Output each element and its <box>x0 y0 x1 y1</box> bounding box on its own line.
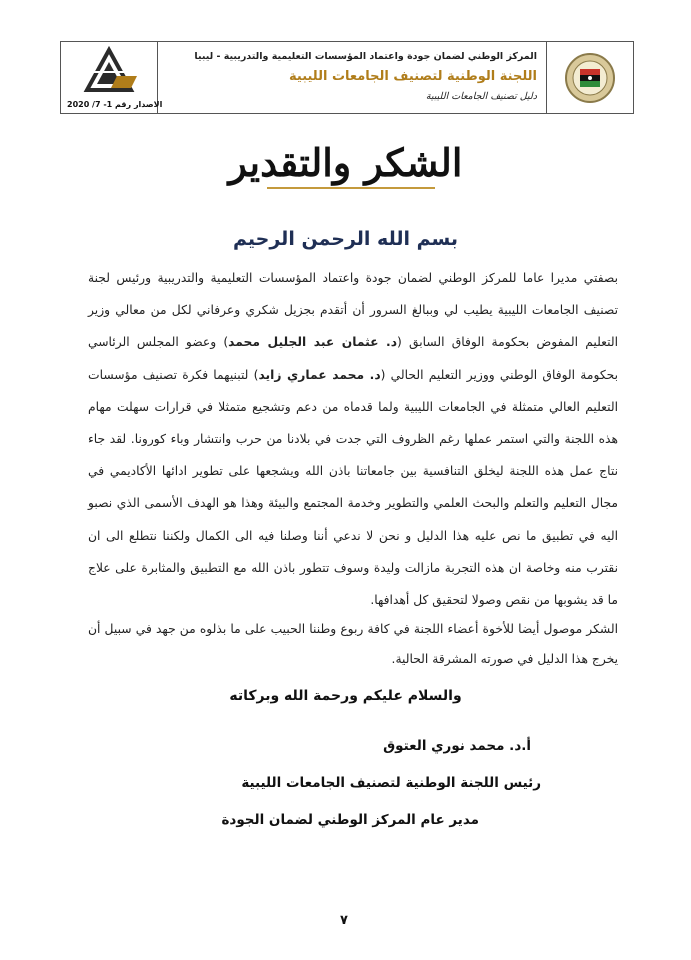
closing-greeting: والسلام عليكم ورحمة الله وبركاته <box>229 688 462 704</box>
paragraph-text: ) وعضو المجلس الرئاسي بحكومة الوفاق الوطني ووزير التعليم الحالي ( <box>88 335 618 382</box>
committee-name: اللجنة الوطنية لتصنيف الجامعات الليبية <box>289 69 537 84</box>
acknowledgement-paragraph <box>88 262 618 616</box>
issue-number: الاصدار رقم 1- 7/ 2020 <box>67 100 163 109</box>
page-title: الشكر والتقدير <box>228 140 463 185</box>
title-underline <box>267 187 435 189</box>
emblem-logo <box>546 42 633 113</box>
basmala: بسم الله الرحمن الرحيم <box>233 228 458 250</box>
page-number: ٧ <box>340 913 348 928</box>
council-member-name: د. محمد عماري زايد <box>258 367 381 382</box>
signatory-name: أ.د. محمد نوري العتوق <box>383 738 531 754</box>
paragraph-text: بصفتي مديرا عاما للمركز الوطني لضمان جودة واعتماد المؤسسات التعليمية والتدريبية ورئيس لجنة تصنيف الجامعات الليبية يطيب لي وببالغ السرور أن أتقدم بجزيل شكري وعرفاني لكل من معالي وزير التعليم المفوض بحكومة الوفاق السابق ( <box>88 271 618 350</box>
center-name: المركز الوطني لضمان جودة واعتماد المؤسسات التعليمية والتدريبية - ليبيا <box>194 51 537 62</box>
header-text <box>157 42 547 113</box>
signatory-role-committee: رئيس اللجنة الوطنية لتصنيف الجامعات الليبية <box>241 775 541 791</box>
libya-emblem-icon <box>547 42 633 113</box>
paragraph-text: ) لتبنيهما فكرة تصنيف مؤسسات التعليم العالي متمثلة في الجامعات الليبية ولما قدماه من دعم وتشجيع متمثلا في قرارات سهلت مهام هذه اللجنة والتي استمر عملها رغم الظروف التي جدت في بلادنا من حرب وانتشار وباء كورونا. لقد جاء نتاج عمل هذه اللجنة ليخلق التنافسية بين جامعاتنا باذن الله ويشجعها على تطوير ادائها الأكاديمي في مجال التعليم والتعلم والبحث العلمي والتطوير وخدمة المجتمع والبيئة وهذا هو الهدف الأسمى الذي نصبو اليه في تطبيق ما نص عليه هذا الدليل و نحن لا ندعي أننا وصلنا فيه الى الكمال ولكننا نتطلع الى ان نقترب منه وخاصة ان هذه التجربة مازالت وليدة وسوف تتطور باذن الله مع التطبيق والمثابرة على علاج ما قد يشوبها من نقص وصولا لتحقيق كل أهدافها. <box>88 367 618 608</box>
document-header <box>60 41 634 114</box>
center-logo <box>61 42 163 113</box>
guide-name: دليل تصنيف الجامعات الليبية <box>425 91 537 102</box>
signatory-role-center: مدير عام المركز الوطني لضمان الجودة <box>221 812 479 828</box>
minister-name: د. عثمان عبد الجليل محمد <box>228 335 398 350</box>
committee-thanks-paragraph: الشكر موصول أيضا للأخوة أعضاء اللجنة في كافة ربوع وطننا الحبيب على ما بذلوه من جهد في سبيل أن يخرج هذا الدليل في صورته المشرقة الحالية. <box>88 622 618 666</box>
triangle-logo-icon <box>61 42 157 98</box>
